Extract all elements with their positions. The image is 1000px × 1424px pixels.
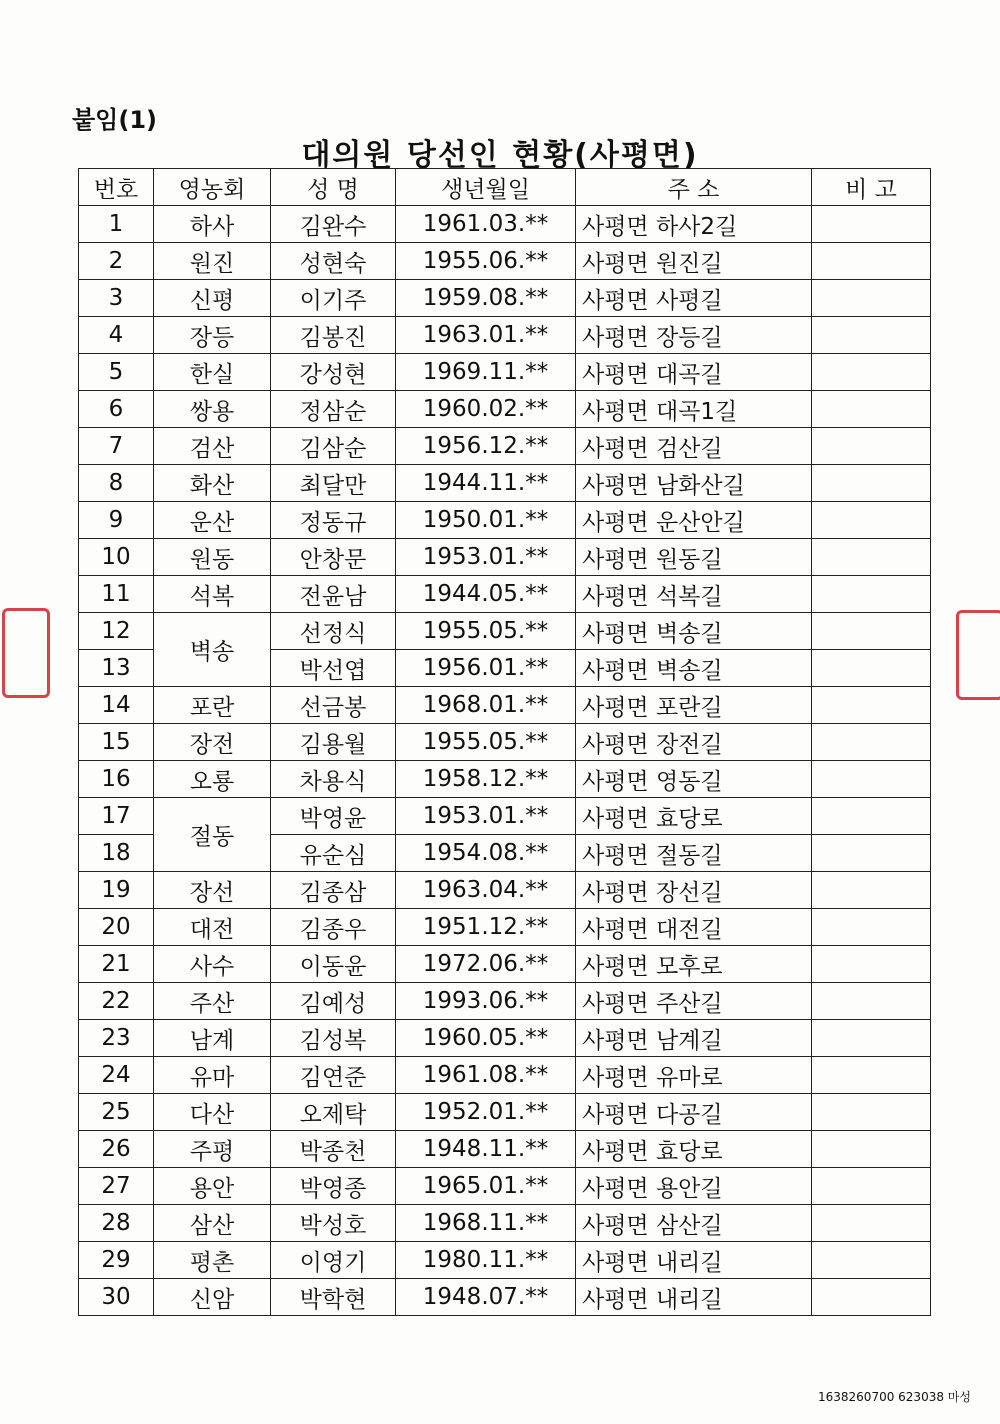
header-number: 번호 <box>79 169 154 206</box>
header-remarks: 비 고 <box>812 169 931 206</box>
cell-birthdate: 1956.12.** <box>396 428 576 465</box>
cell-remarks <box>812 1094 931 1131</box>
table-row <box>79 687 931 724</box>
header-farm-group: 영농회 <box>154 169 271 206</box>
page-title: 대의원 당선인 현황(사평면) <box>301 138 699 173</box>
table-row <box>79 1094 931 1131</box>
cell-number: 26 <box>79 1131 154 1168</box>
cell-address: 사평면 효당로 <box>576 1131 812 1168</box>
cell-remarks <box>812 243 931 280</box>
cell-address: 사평면 유마로 <box>576 1057 812 1094</box>
cell-remarks <box>812 983 931 1020</box>
cell-birthdate: 1980.11.** <box>396 1242 576 1279</box>
cell-address: 사평면 효당로 <box>576 798 812 835</box>
table-row <box>79 354 931 391</box>
table-header-row <box>79 169 931 206</box>
header-name: 성 명 <box>271 169 396 206</box>
table-row <box>79 502 931 539</box>
cell-address: 사평면 내리길 <box>576 1242 812 1279</box>
cell-farm-group: 남계 <box>154 1020 271 1057</box>
attachment-label: 붙임(1) <box>72 106 158 134</box>
cell-farm-group: 하사 <box>154 206 271 243</box>
cell-number: 21 <box>79 946 154 983</box>
cell-remarks <box>812 1242 931 1279</box>
cell-remarks <box>812 576 931 613</box>
cell-birthdate: 1965.01.** <box>396 1168 576 1205</box>
cell-name: 김성복 <box>271 1020 396 1057</box>
cell-farm-group: 용안 <box>154 1168 271 1205</box>
cell-remarks <box>812 909 931 946</box>
cell-remarks <box>812 1057 931 1094</box>
cell-address: 사평면 용안길 <box>576 1168 812 1205</box>
cell-farm-group: 한실 <box>154 354 271 391</box>
cell-birthdate: 1950.01.** <box>396 502 576 539</box>
cell-birthdate: 1955.06.** <box>396 243 576 280</box>
cell-name: 최달만 <box>271 465 396 502</box>
cell-name: 차용식 <box>271 761 396 798</box>
cell-address: 사평면 대전길 <box>576 909 812 946</box>
cell-farm-group: 사수 <box>154 946 271 983</box>
cell-address: 사평면 포란길 <box>576 687 812 724</box>
cell-farm-group: 오룡 <box>154 761 271 798</box>
cell-farm-group: 벽송 <box>154 613 271 687</box>
header-address: 주 소 <box>576 169 812 206</box>
table-row <box>79 1057 931 1094</box>
cell-birthdate: 1968.01.** <box>396 687 576 724</box>
footer-code: 1638260700 623038 마성 <box>818 1390 971 1404</box>
header-birthdate: 생년월일 <box>396 169 576 206</box>
cell-birthdate: 1960.02.** <box>396 391 576 428</box>
cell-name: 박학현 <box>271 1279 396 1316</box>
cell-number: 4 <box>79 317 154 354</box>
table-row <box>79 1168 931 1205</box>
table-row <box>79 946 931 983</box>
cell-number: 20 <box>79 909 154 946</box>
cell-name: 선정식 <box>271 613 396 650</box>
cell-name: 오제탁 <box>271 1094 396 1131</box>
cell-farm-group: 운산 <box>154 502 271 539</box>
cell-remarks <box>812 1205 931 1242</box>
cell-birthdate: 1961.03.** <box>396 206 576 243</box>
cell-number: 29 <box>79 1242 154 1279</box>
cell-address: 사평면 주산길 <box>576 983 812 1020</box>
cell-remarks <box>812 687 931 724</box>
cell-number: 7 <box>79 428 154 465</box>
cell-number: 1 <box>79 206 154 243</box>
table-row <box>79 317 931 354</box>
cell-birthdate: 1951.12.** <box>396 909 576 946</box>
cell-number: 27 <box>79 1168 154 1205</box>
cell-farm-group: 신평 <box>154 280 271 317</box>
cell-name: 김종삼 <box>271 872 396 909</box>
cell-remarks <box>812 872 931 909</box>
cell-address: 사평면 벽송길 <box>576 613 812 650</box>
cell-name: 김완수 <box>271 206 396 243</box>
cell-name: 박선엽 <box>271 650 396 687</box>
cell-number: 22 <box>79 983 154 1020</box>
table-row <box>79 1205 931 1242</box>
cell-number: 30 <box>79 1279 154 1316</box>
cell-remarks <box>812 613 931 650</box>
cell-number: 19 <box>79 872 154 909</box>
cell-number: 25 <box>79 1094 154 1131</box>
cell-farm-group: 원진 <box>154 243 271 280</box>
cell-number: 16 <box>79 761 154 798</box>
cell-farm-group: 주평 <box>154 1131 271 1168</box>
cell-remarks <box>812 798 931 835</box>
cell-number: 28 <box>79 1205 154 1242</box>
cell-number: 24 <box>79 1057 154 1094</box>
cell-birthdate: 1955.05.** <box>396 724 576 761</box>
cell-farm-group: 다산 <box>154 1094 271 1131</box>
cell-address: 사평면 원동길 <box>576 539 812 576</box>
cell-name: 김봉진 <box>271 317 396 354</box>
cell-remarks <box>812 206 931 243</box>
table-row <box>79 613 931 650</box>
cell-number: 5 <box>79 354 154 391</box>
cell-name: 정동규 <box>271 502 396 539</box>
cell-number: 6 <box>79 391 154 428</box>
cell-birthdate: 1960.05.** <box>396 1020 576 1057</box>
cell-remarks <box>812 539 931 576</box>
cell-remarks <box>812 946 931 983</box>
cell-number: 15 <box>79 724 154 761</box>
cell-name: 선금봉 <box>271 687 396 724</box>
cell-name: 이동윤 <box>271 946 396 983</box>
cell-farm-group: 장전 <box>154 724 271 761</box>
cell-remarks <box>812 317 931 354</box>
cell-address: 사평면 벽송길 <box>576 650 812 687</box>
cell-number: 17 <box>79 798 154 835</box>
cell-remarks <box>812 835 931 872</box>
cell-number: 10 <box>79 539 154 576</box>
cell-address: 사평면 대곡1길 <box>576 391 812 428</box>
cell-farm-group: 석복 <box>154 576 271 613</box>
cell-remarks <box>812 761 931 798</box>
cell-name: 유순심 <box>271 835 396 872</box>
cell-birthdate: 1969.11.** <box>396 354 576 391</box>
cell-birthdate: 1944.11.** <box>396 465 576 502</box>
cell-address: 사평면 석복길 <box>576 576 812 613</box>
cell-birthdate: 1958.12.** <box>396 761 576 798</box>
cell-name: 김연준 <box>271 1057 396 1094</box>
table-row <box>79 872 931 909</box>
cell-name: 강성현 <box>271 354 396 391</box>
table-row <box>79 576 931 613</box>
cell-birthdate: 1963.04.** <box>396 872 576 909</box>
cell-address: 사평면 남계길 <box>576 1020 812 1057</box>
cell-number: 9 <box>79 502 154 539</box>
cell-remarks <box>812 650 931 687</box>
red-seal-stamp <box>956 610 1000 700</box>
cell-number: 12 <box>79 613 154 650</box>
cell-farm-group: 신암 <box>154 1279 271 1316</box>
cell-farm-group: 쌍용 <box>154 391 271 428</box>
cell-remarks <box>812 1020 931 1057</box>
cell-address: 사평면 사평길 <box>576 280 812 317</box>
cell-number: 11 <box>79 576 154 613</box>
table-row <box>79 243 931 280</box>
table-row <box>79 983 931 1020</box>
cell-birthdate: 1953.01.** <box>396 798 576 835</box>
cell-name: 김예성 <box>271 983 396 1020</box>
cell-address: 사평면 하사2길 <box>576 206 812 243</box>
cell-remarks <box>812 1168 931 1205</box>
cell-birthdate: 1955.05.** <box>396 613 576 650</box>
table-row <box>79 1279 931 1316</box>
cell-remarks <box>812 465 931 502</box>
cell-birthdate: 1968.11.** <box>396 1205 576 1242</box>
cell-number: 2 <box>79 243 154 280</box>
cell-farm-group: 장선 <box>154 872 271 909</box>
cell-address: 사평면 남화산길 <box>576 465 812 502</box>
cell-remarks <box>812 280 931 317</box>
cell-address: 사평면 절동길 <box>576 835 812 872</box>
cell-remarks <box>812 428 931 465</box>
cell-remarks <box>812 1279 931 1316</box>
cell-name: 박성호 <box>271 1205 396 1242</box>
cell-name: 김용월 <box>271 724 396 761</box>
cell-name: 박영윤 <box>271 798 396 835</box>
table-row <box>79 391 931 428</box>
cell-number: 8 <box>79 465 154 502</box>
cell-address: 사평면 영동길 <box>576 761 812 798</box>
cell-farm-group: 화산 <box>154 465 271 502</box>
cell-farm-group: 원동 <box>154 539 271 576</box>
cell-farm-group: 절동 <box>154 798 271 872</box>
delegate-table <box>78 168 931 1316</box>
cell-address: 사평면 모후로 <box>576 946 812 983</box>
cell-birthdate: 1993.06.** <box>396 983 576 1020</box>
cell-name: 정삼순 <box>271 391 396 428</box>
cell-birthdate: 1972.06.** <box>396 946 576 983</box>
table-row <box>79 798 931 835</box>
cell-birthdate: 1954.08.** <box>396 835 576 872</box>
table-row <box>79 428 931 465</box>
cell-farm-group: 검산 <box>154 428 271 465</box>
cell-address: 사평면 장전길 <box>576 724 812 761</box>
table-row <box>79 539 931 576</box>
cell-address: 사평면 삼산길 <box>576 1205 812 1242</box>
cell-birthdate: 1948.11.** <box>396 1131 576 1168</box>
red-seal-stamp <box>2 608 50 698</box>
table-row <box>79 206 931 243</box>
cell-birthdate: 1963.01.** <box>396 317 576 354</box>
cell-name: 박종천 <box>271 1131 396 1168</box>
cell-name: 박영종 <box>271 1168 396 1205</box>
cell-name: 김종우 <box>271 909 396 946</box>
cell-farm-group: 대전 <box>154 909 271 946</box>
cell-birthdate: 1948.07.** <box>396 1279 576 1316</box>
cell-farm-group: 포란 <box>154 687 271 724</box>
cell-address: 사평면 검산길 <box>576 428 812 465</box>
cell-farm-group: 장등 <box>154 317 271 354</box>
cell-number: 18 <box>79 835 154 872</box>
cell-remarks <box>812 354 931 391</box>
cell-address: 사평면 운산안길 <box>576 502 812 539</box>
table-row <box>79 280 931 317</box>
table-row <box>79 1131 931 1168</box>
table-row <box>79 1020 931 1057</box>
cell-birthdate: 1953.01.** <box>396 539 576 576</box>
cell-address: 사평면 장선길 <box>576 872 812 909</box>
cell-remarks <box>812 1131 931 1168</box>
cell-farm-group: 유마 <box>154 1057 271 1094</box>
table-row <box>79 761 931 798</box>
cell-name: 안창문 <box>271 539 396 576</box>
cell-number: 3 <box>79 280 154 317</box>
cell-address: 사평면 원진길 <box>576 243 812 280</box>
cell-number: 13 <box>79 650 154 687</box>
table-row <box>79 465 931 502</box>
table-row <box>79 724 931 761</box>
cell-name: 김삼순 <box>271 428 396 465</box>
cell-remarks <box>812 502 931 539</box>
cell-name: 이기주 <box>271 280 396 317</box>
cell-birthdate: 1956.01.** <box>396 650 576 687</box>
cell-remarks <box>812 391 931 428</box>
cell-address: 사평면 장등길 <box>576 317 812 354</box>
cell-number: 23 <box>79 1020 154 1057</box>
cell-address: 사평면 내리길 <box>576 1279 812 1316</box>
table-row <box>79 1242 931 1279</box>
cell-name: 이영기 <box>271 1242 396 1279</box>
table-body <box>79 206 931 1316</box>
cell-name: 전윤남 <box>271 576 396 613</box>
cell-birthdate: 1952.01.** <box>396 1094 576 1131</box>
cell-birthdate: 1959.08.** <box>396 280 576 317</box>
cell-name: 성현숙 <box>271 243 396 280</box>
cell-farm-group: 삼산 <box>154 1205 271 1242</box>
cell-farm-group: 주산 <box>154 983 271 1020</box>
cell-birthdate: 1961.08.** <box>396 1057 576 1094</box>
cell-address: 사평면 대곡길 <box>576 354 812 391</box>
table-row <box>79 909 931 946</box>
cell-farm-group: 평촌 <box>154 1242 271 1279</box>
cell-number: 14 <box>79 687 154 724</box>
cell-remarks <box>812 724 931 761</box>
cell-address: 사평면 다공길 <box>576 1094 812 1131</box>
cell-birthdate: 1944.05.** <box>396 576 576 613</box>
